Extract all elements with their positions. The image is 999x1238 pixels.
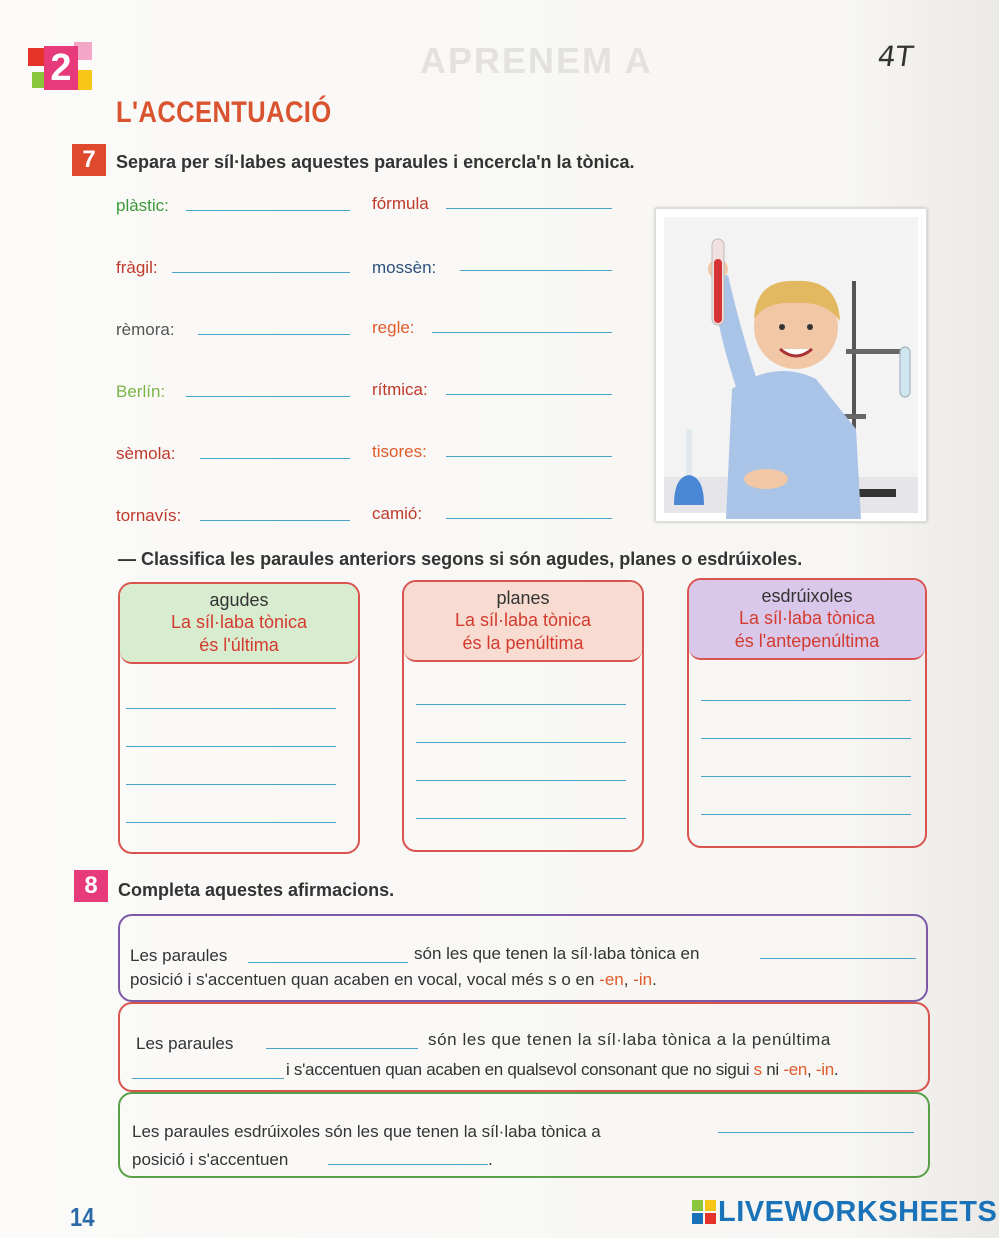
word-label: Berlín:: [116, 382, 166, 401]
classify-instruction: — Classifica les paraules anteriors segons si són agudes, planes o esdrúixoles.: [118, 549, 803, 569]
answer-line[interactable]: [416, 742, 626, 743]
ending-s: s: [753, 1060, 762, 1079]
answer-line[interactable]: [718, 1132, 914, 1133]
punct: ,: [807, 1060, 812, 1079]
classify-box-header: [404, 582, 642, 662]
answer-line[interactable]: [248, 962, 408, 963]
statement-line-2: [130, 970, 657, 990]
photo-child-chemistry: [655, 208, 927, 522]
statement-text: posició i s'accentuen quan acaben en vocal, vocal més s o en: [130, 970, 595, 989]
answer-line[interactable]: [200, 520, 350, 521]
statement-line-2: [286, 1060, 838, 1080]
statement-text: posició i s'accentuen: [132, 1150, 289, 1169]
box-rule-line1: La síl·laba tònica: [170, 612, 308, 632]
punct: .: [488, 1150, 493, 1169]
answer-line[interactable]: [432, 332, 612, 333]
word-label: fórmula: [372, 194, 429, 213]
page-number: 14: [70, 1202, 95, 1232]
classify-box-header: [120, 584, 358, 664]
answer-line[interactable]: [126, 822, 336, 823]
exercise-7-number: 7: [72, 144, 106, 176]
statement-text: ni: [766, 1060, 779, 1079]
word-label: tisores:: [372, 442, 427, 461]
answer-line[interactable]: [701, 814, 911, 815]
answer-line[interactable]: [701, 700, 911, 701]
box-rule-line2: és l'última: [199, 635, 279, 655]
box-rule-line2: és l'antepenúltima: [734, 631, 880, 651]
statement-box-3: [118, 1092, 930, 1178]
answer-line[interactable]: [126, 784, 336, 785]
exercise-7-instruction: Separa per síl·labes aquestes paraules i encercla'n la tònica.: [116, 152, 635, 172]
answer-line[interactable]: [198, 334, 350, 335]
word-label: mossèn:: [372, 258, 437, 277]
unit-badge: [28, 42, 92, 94]
answer-line[interactable]: [460, 270, 612, 271]
classify-box-header: [689, 580, 925, 660]
liveworksheets-logo-icon: [692, 1200, 716, 1224]
word-label: sèmola:: [116, 444, 176, 463]
exercise-8-number: 8: [74, 870, 108, 902]
answer-line[interactable]: [328, 1164, 488, 1165]
answer-line[interactable]: [446, 518, 612, 519]
answer-line[interactable]: [172, 272, 350, 273]
punct: ,: [623, 970, 629, 989]
answer-line[interactable]: [186, 210, 350, 211]
answer-line[interactable]: [416, 780, 626, 781]
page-title: L'ACCENTUACIÓ: [116, 96, 332, 129]
word-label: rèmora:: [116, 320, 175, 339]
word-label: rítmica:: [372, 380, 428, 399]
answer-line[interactable]: [126, 708, 336, 709]
word-label: regle:: [372, 318, 415, 337]
punct: .: [652, 970, 657, 989]
punct: .: [833, 1060, 839, 1079]
unit-number: 2: [50, 47, 72, 89]
classify-box-agudes: [118, 582, 360, 854]
box-rule-line1: La síl·laba tònica: [454, 610, 592, 630]
box-title: esdrúixoles: [761, 586, 853, 606]
answer-line[interactable]: [446, 394, 612, 395]
box-rule-line2: és la penúltima: [462, 633, 584, 653]
classify-box-planes: [402, 580, 644, 852]
answer-line[interactable]: [416, 704, 626, 705]
ending-en: -en: [783, 1060, 808, 1079]
statement-text: són les que tenen la síl·laba tònica a la penúltima: [428, 1030, 831, 1049]
handwritten-note: 4T: [875, 40, 916, 73]
answer-line[interactable]: [126, 746, 336, 747]
answer-line[interactable]: [446, 456, 612, 457]
answer-line[interactable]: [760, 958, 916, 959]
answer-line[interactable]: [200, 458, 350, 459]
box-title: planes: [496, 588, 550, 608]
ending-in: -in: [633, 970, 653, 989]
word-label: fràgil:: [116, 258, 158, 277]
photo-illustration: [656, 209, 926, 521]
answer-line[interactable]: [701, 776, 911, 777]
exercise-8-instruction: Completa aquestes afirmacions.: [118, 880, 395, 900]
word-label: plàstic:: [116, 196, 169, 215]
ghost-heading: APRENEM A: [420, 40, 653, 81]
statement-box-1: [118, 914, 928, 1002]
answer-line[interactable]: [701, 738, 911, 739]
box-title: agudes: [209, 590, 269, 610]
word-label: camió:: [372, 504, 423, 523]
answer-line[interactable]: [266, 1048, 418, 1049]
statement-box-2: [118, 1002, 930, 1092]
statement-text: Les paraules esdrúixoles són les que tenen la síl·laba tònica a: [132, 1122, 601, 1141]
statement-text: i s'accentuen quan acaben en qualsevol consonant que no sigui: [286, 1060, 750, 1079]
word-label: tornavís:: [116, 506, 182, 525]
statement-text: són les que tenen la síl·laba tònica en: [414, 944, 700, 963]
ending-in: -in: [815, 1060, 834, 1079]
statement-text: Les paraules: [136, 1034, 234, 1053]
answer-line[interactable]: [416, 818, 626, 819]
answer-line[interactable]: [186, 396, 350, 397]
answer-line[interactable]: [446, 208, 612, 209]
ending-en: -en: [599, 970, 624, 989]
box-rule-line1: La síl·laba tònica: [738, 608, 876, 628]
answer-line[interactable]: [132, 1078, 284, 1079]
statement-text: Les paraules: [130, 946, 228, 965]
classify-box-esdruixoles: [687, 578, 927, 848]
liveworksheets-brand: LIVEWORKSHEETS: [718, 1196, 998, 1228]
